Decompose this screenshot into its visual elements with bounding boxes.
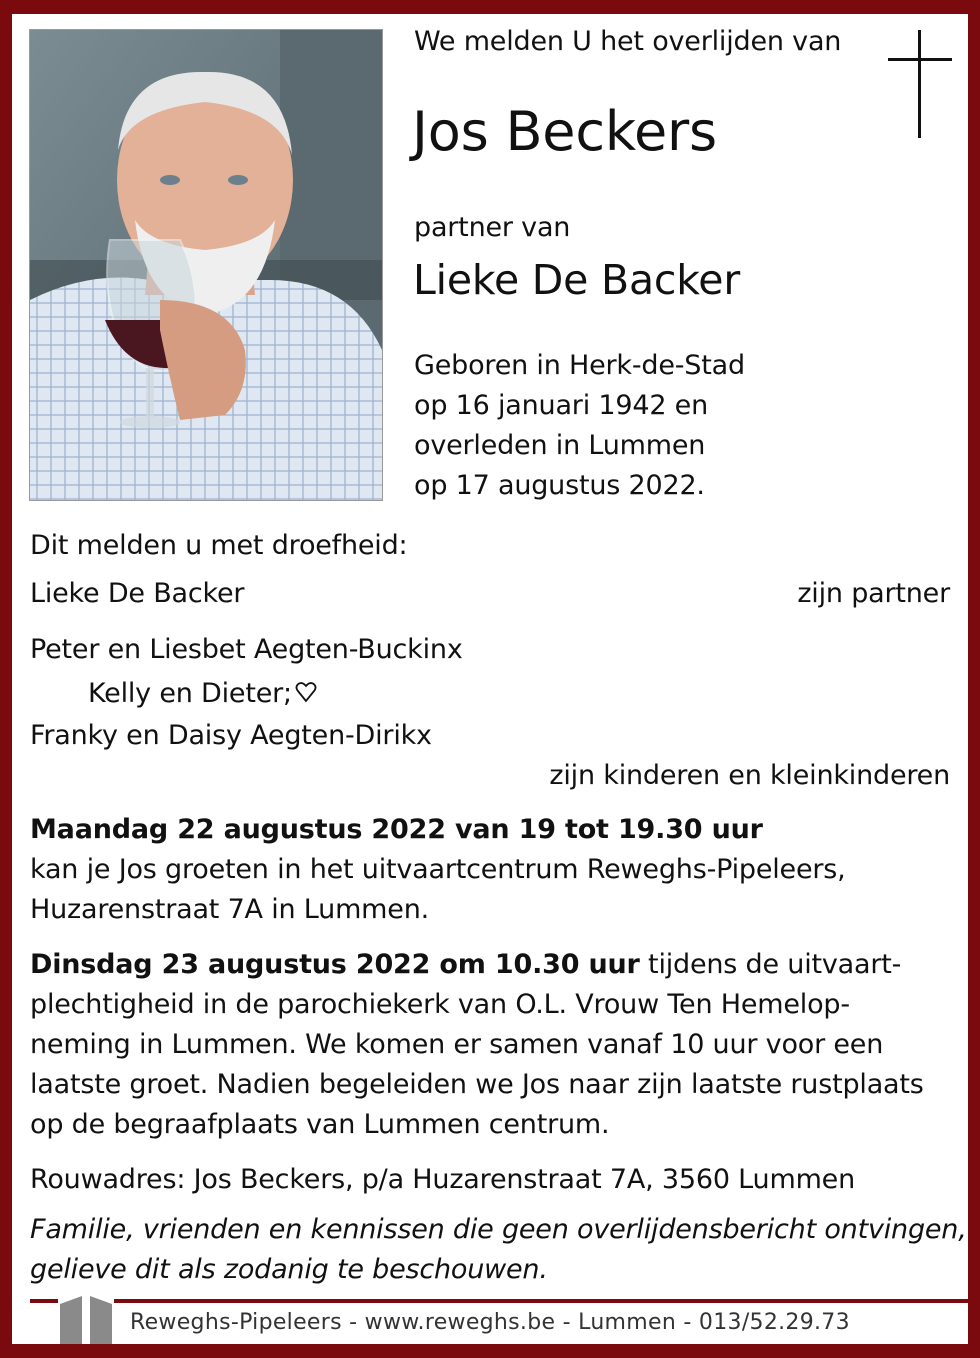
birth-line-2: op 16 januari 1942 en (414, 390, 708, 421)
funeral-line-1-rest: tijdens de uitvaart- (639, 949, 902, 980)
death-line-2: op 17 augustus 2022. (414, 470, 705, 501)
heart-icon (294, 680, 318, 704)
intro-text: We melden U het overlijden van (414, 26, 842, 57)
cross-icon (888, 30, 952, 138)
child-line-2: Franky en Daisy Aegten-Dirikx (30, 720, 432, 751)
partner-prefix: partner van (414, 212, 571, 243)
notice-line-1: Familie, vrienden en kennissen die geen overlijdensbericht ontvingen, (30, 1214, 967, 1245)
child-line-1: Peter en Liesbet Aegten-Buckinx (30, 634, 463, 665)
funeral-line-1 (30, 949, 901, 980)
footer-divider (30, 1299, 968, 1303)
funeral-datetime: Dinsdag 23 augustus 2022 om 10.30 uur (30, 949, 640, 980)
grandchild-line (88, 678, 318, 709)
partner-name-heading: Lieke De Backer (413, 256, 740, 304)
portrait-photo (30, 30, 382, 500)
funeral-line-5: op de begraafplaats van Lummen centrum. (30, 1109, 610, 1140)
mourner-partner-name: Lieke De Backer (30, 578, 245, 609)
visitation-line-2: kan je Jos groeten in het uitvaartcentrum Reweghs-Pipeleers, (30, 854, 846, 885)
deceased-name: Jos Beckers (412, 100, 717, 163)
mourners-intro: Dit melden u met droefheid: (30, 530, 408, 561)
portrait-illustration (30, 30, 382, 500)
funeral-line-3: neming in Lummen. We komen er samen vanaf 10 uur voor een (30, 1029, 884, 1060)
mourning-address: Rouwadres: Jos Beckers, p/a Huzarenstraat 7A, 3560 Lummen (30, 1164, 855, 1195)
funeral-line-4: laatste groet. Nadien begeleiden we Jos naar zijn laatste rustplaats (30, 1069, 924, 1100)
notice-line-2: gelieve dit als zodanig te beschouwen. (30, 1254, 548, 1285)
children-relation: zijn kinderen en kleinkinderen (549, 760, 950, 791)
birth-line-1: Geboren in Herk-de-Stad (414, 350, 745, 381)
visitation-datetime: Maandag 22 augustus 2022 van 19 tot 19.30 uur (30, 814, 763, 845)
funeral-line-2: plechtigheid in de parochiekerk van O.L. Vrouw Ten Hemelop- (30, 989, 850, 1020)
death-line-1: overleden in Lummen (414, 430, 706, 461)
mourner-partner-relation: zijn partner (797, 578, 950, 609)
grandchild-names: Kelly en Dieter; (88, 678, 292, 709)
footer-contact: Reweghs-Pipeleers - www.reweghs.be - Lummen - 013/52.29.73 (130, 1310, 850, 1335)
funeral-home-logo-icon (58, 1290, 114, 1350)
visitation-line-3: Huzarenstraat 7A in Lummen. (30, 894, 429, 925)
